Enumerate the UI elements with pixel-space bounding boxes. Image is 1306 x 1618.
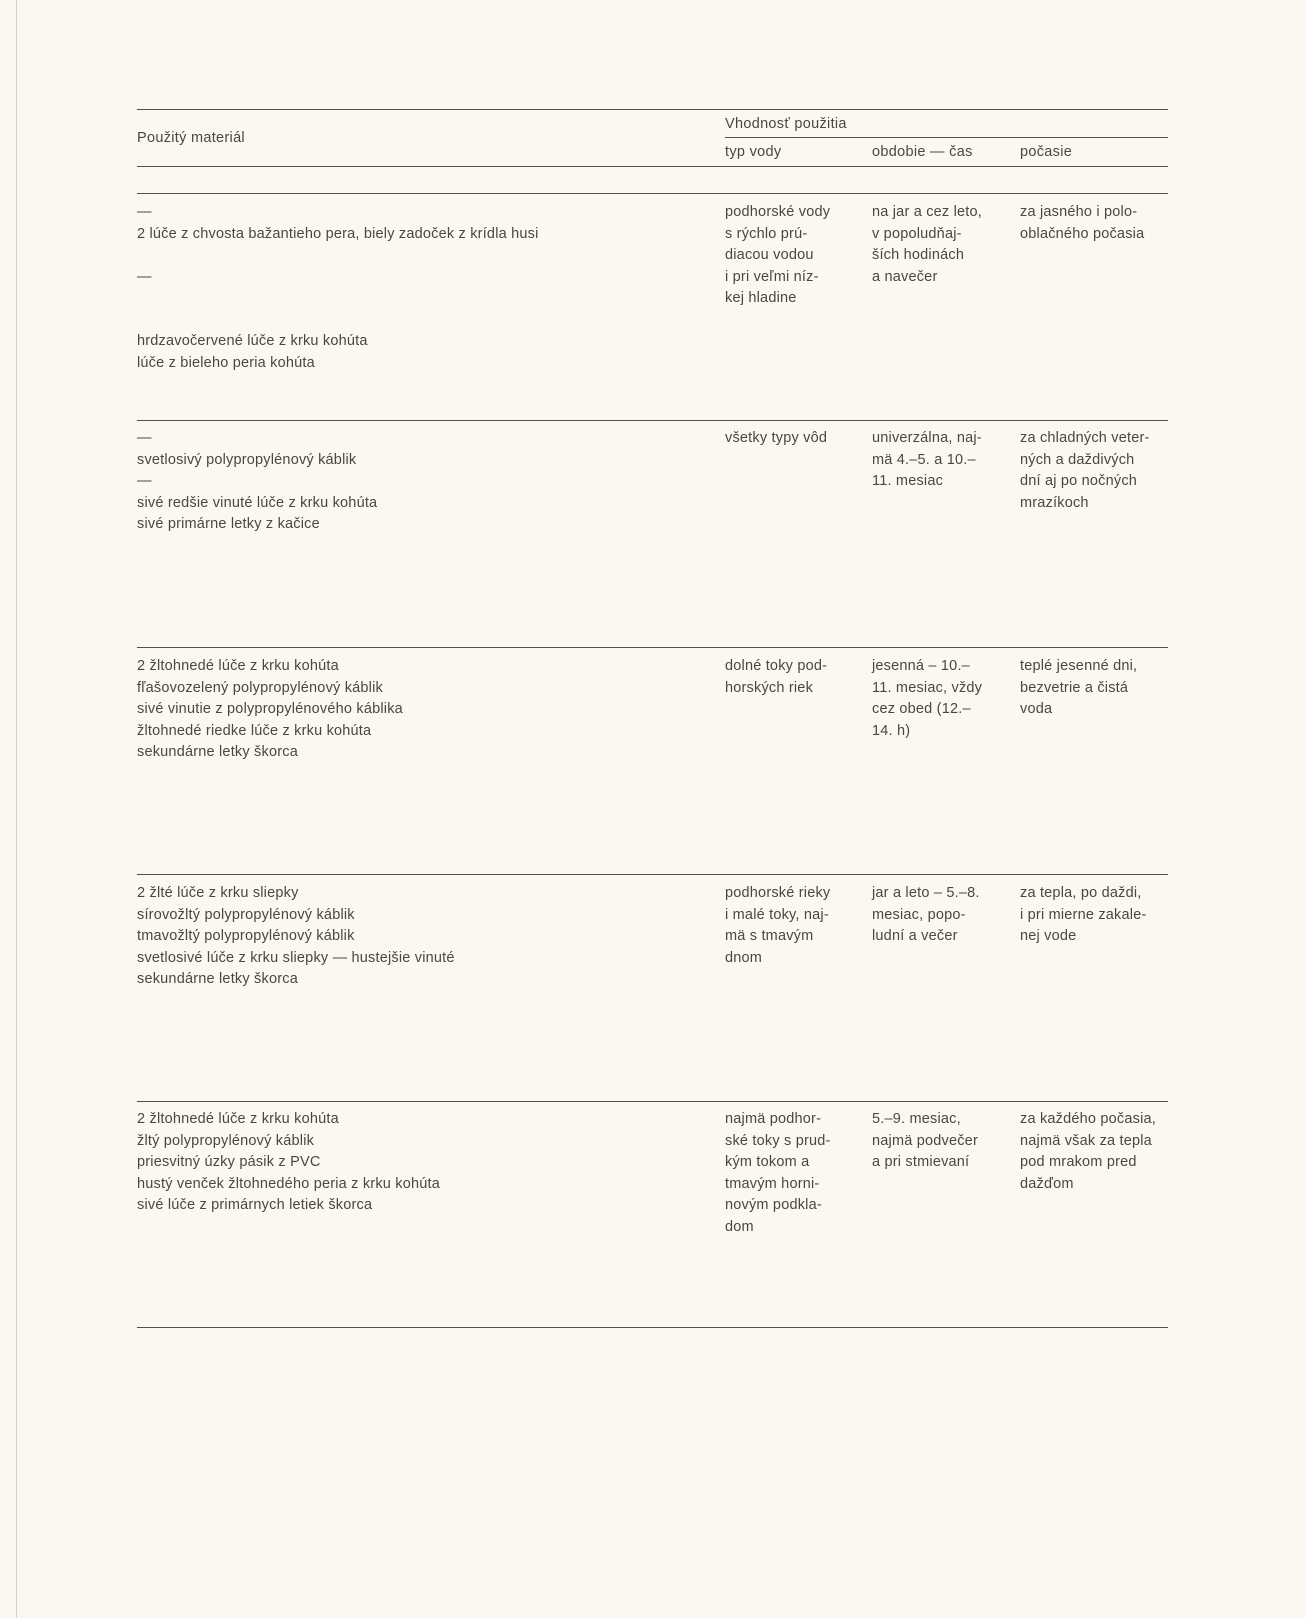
water-line: najmä podhor-: [725, 1111, 822, 1127]
material-line: [137, 310, 539, 332]
material-line: sekundárne letky škorca: [137, 971, 298, 987]
material-line: lúče z bieleho peria kohúta: [137, 354, 315, 371]
table-row-3-water: [725, 656, 827, 699]
material-line: —: [137, 473, 152, 489]
table-row-4-materials: [137, 883, 455, 991]
weather-line: dní aj po nočných: [1020, 473, 1138, 489]
material-line: žltý polypropylénový káblik: [137, 1132, 315, 1149]
table-row-4-water: [725, 883, 830, 969]
period-line: 11. mesiac, vždy: [872, 679, 983, 696]
material-line: sivé vinutie z polypropylénového káblika: [137, 701, 403, 717]
table-row-1-weather: [1020, 202, 1144, 245]
row-rule-3: [137, 647, 1168, 648]
material-line: hustý venček žltohnedého peria z krku kohúta: [137, 1175, 441, 1192]
water-line: diacou vodou: [725, 247, 814, 263]
material-line: [137, 288, 539, 310]
water-line: horských riek: [725, 679, 814, 696]
weather-line: za tepla, po daždi,: [1020, 885, 1142, 901]
header-water-label: typ vody: [725, 144, 782, 160]
weather-line: za každého počasia,: [1020, 1111, 1156, 1127]
period-line: univerzálna, naj-: [872, 430, 982, 446]
material-line: 2 žltohnedé lúče z krku kohúta: [137, 1111, 339, 1127]
row-rule-2: [137, 420, 1168, 421]
row-rule-4: [137, 874, 1168, 875]
water-line: i malé toky, naj-: [725, 906, 829, 923]
water-line: mä s tmavým: [725, 928, 814, 944]
period-line: najmä podvečer: [872, 1132, 978, 1149]
material-line: 2 žlté lúče z krku sliepky: [137, 885, 299, 901]
material-line: sivé redšie vinuté lúče z krku kohúta: [137, 494, 378, 511]
material-line: hrdzavočervené lúče z krku kohúta: [137, 333, 368, 349]
water-line: podhorské vody: [725, 204, 831, 220]
period-line: cez obed (12.–: [872, 701, 971, 717]
period-line: jesenná – 10.–: [872, 658, 970, 674]
row-rule-1: [137, 193, 1168, 194]
weather-line: dažďom: [1020, 1175, 1074, 1192]
material-line: 2 žltohnedé lúče z krku kohúta: [137, 658, 339, 674]
water-line: dolné toky pod-: [725, 658, 828, 674]
table-row-5-water: [725, 1109, 831, 1238]
water-line: tmavým horni-: [725, 1175, 820, 1192]
material-line: —: [137, 430, 152, 446]
water-line: dnom: [725, 949, 763, 966]
table-top-rule: [137, 109, 1168, 110]
material-line: sekundárne letky škorca: [137, 744, 298, 760]
weather-line: mrazíkoch: [1020, 494, 1089, 511]
period-line: 5.–9. mesiac,: [872, 1111, 961, 1127]
table-row-4-period: [872, 883, 980, 948]
table-row-4-weather: [1020, 883, 1147, 948]
header-bottom-rule: [137, 166, 1168, 167]
weather-line: teplé jesenné dni,: [1020, 658, 1138, 674]
suitability-under-rule: [725, 137, 1168, 138]
table-bottom-rule: [137, 1327, 1168, 1328]
weather-line: voda: [1020, 701, 1053, 717]
material-line: žltohnedé riedke lúče z krku kohúta: [137, 722, 372, 739]
table-row-2-period: [872, 428, 982, 493]
table-row-5-materials: [137, 1109, 440, 1217]
period-line: a pri stmievaní: [872, 1154, 970, 1170]
material-line: fľašovozelený polypropylénový káblik: [137, 679, 383, 696]
material-line: svetlosivé lúče z krku sliepky — hustejšie vinuté: [137, 949, 455, 966]
water-line: ské toky s prud-: [725, 1132, 831, 1149]
period-line: v popoludňaj-: [872, 225, 962, 242]
water-line: novým podkla-: [725, 1197, 822, 1213]
header-weather-label: počasie: [1020, 144, 1073, 160]
water-line: s rýchlo prú-: [725, 225, 808, 242]
table-row-3-weather: [1020, 656, 1137, 721]
period-line: na jar a cez leto,: [872, 204, 982, 220]
weather-line: najmä však za tepla: [1020, 1132, 1152, 1149]
header-suitability-label: Vhodnosť použitia: [725, 116, 847, 132]
table-row-1-water: [725, 202, 830, 310]
period-line: a navečer: [872, 268, 938, 285]
water-line: podhorské rieky: [725, 885, 831, 901]
weather-line: oblačného počasia: [1020, 225, 1145, 242]
table-row-3-materials: [137, 656, 403, 764]
weather-line: za jasného i polo-: [1020, 204, 1138, 220]
period-line: mä 4.–5. a 10.–: [872, 451, 976, 468]
material-line: 2 lúče z chvosta bažantieho pera, biely zadoček z krídla husi: [137, 225, 539, 242]
water-line: všetky typy vôd: [725, 430, 828, 446]
weather-line: nej vode: [1020, 928, 1077, 944]
material-line: priesvitný úzky pásik z PVC: [137, 1154, 321, 1170]
header-material-label: Použitý materiál: [137, 130, 245, 146]
weather-line: i pri mierne zakale-: [1020, 906, 1147, 923]
water-line: i pri veľmi níz-: [725, 268, 819, 285]
material-line: —: [137, 268, 152, 285]
period-line: ludní a večer: [872, 928, 958, 944]
table-row-5-period: [872, 1109, 978, 1174]
weather-line: bezvetrie a čistá: [1020, 679, 1129, 696]
material-line: [137, 245, 539, 267]
material-line: svetlosivý polypropylénový káblik: [137, 451, 357, 468]
period-line: 14. h): [872, 722, 911, 739]
header-period-label: obdobie — čas: [872, 144, 973, 160]
table-row-3-period: [872, 656, 982, 742]
period-line: ších hodinách: [872, 247, 965, 263]
water-line: kej hladine: [725, 290, 797, 306]
weather-line: ných a daždivých: [1020, 451, 1135, 468]
weather-line: pod mrakom pred: [1020, 1154, 1137, 1170]
material-line: sivé primárne letky z kačice: [137, 516, 320, 532]
row-rule-5: [137, 1101, 1168, 1102]
table-row-2-materials: [137, 428, 377, 536]
table-row-1-period: [872, 202, 982, 288]
water-line: dom: [725, 1218, 754, 1235]
material-line: sírovožltý polypropylénový káblik: [137, 906, 355, 923]
material-line: —: [137, 204, 152, 220]
water-line: kým tokom a: [725, 1154, 810, 1170]
material-line: sivé lúče z primárnych letiek škorca: [137, 1197, 373, 1213]
period-line: jar a leto – 5.–8.: [872, 885, 980, 901]
weather-line: za chladných veter-: [1020, 430, 1150, 446]
table-row-1-materials: [137, 202, 539, 374]
period-line: mesiac, popo-: [872, 906, 966, 923]
period-line: 11. mesiac: [872, 473, 944, 489]
table-row-5-weather: [1020, 1109, 1156, 1195]
table-row-2-weather: [1020, 428, 1150, 514]
table-row-2-water: [725, 428, 827, 450]
material-line: tmavožltý polypropylénový káblik: [137, 928, 355, 944]
